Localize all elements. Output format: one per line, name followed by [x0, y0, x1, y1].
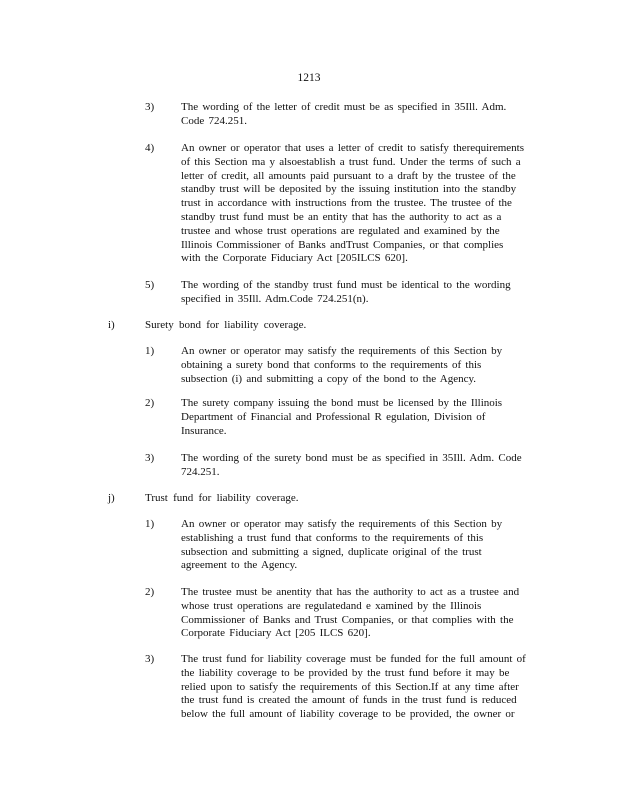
- paragraph-line: The trust fund for liability coverage must be funded for the full amount of: [181, 653, 526, 665]
- paragraph-line: subsection and submitting a signed, duplicate original of the trust: [181, 545, 482, 558]
- item-paragraph: [181, 397, 537, 438]
- item-paragraph: [181, 101, 537, 129]
- item-marker: 1): [145, 518, 155, 530]
- paragraph-line: Department of Financial and Professional R egulation, Division of: [181, 410, 486, 423]
- item-paragraph: [181, 653, 537, 722]
- paragraph-line: The wording of the standby trust fund must be identical to the wording: [181, 279, 511, 291]
- page-number: 1213: [297, 72, 321, 84]
- paragraph-line: Commissioner of Banks and Trust Companies, or that complies with the: [181, 613, 514, 626]
- paragraph-line: Illinois Commissioner of Banks andTrust Companies, or that complies: [181, 238, 504, 251]
- item-paragraph: [181, 279, 537, 307]
- paragraph-line: specified in 35Ill. Adm.Code 724.251(n).: [181, 292, 369, 305]
- paragraph-line: agreement to the Agency.: [181, 559, 298, 572]
- paragraph-line: Code 724.251.: [181, 114, 247, 127]
- paragraph-line: An owner or operator that uses a letter of credit to satisfy therequirements: [181, 142, 524, 154]
- item-paragraph: [181, 518, 537, 573]
- paragraph-line: The wording of the letter of credit must be as specified in 35Ill. Adm.: [181, 101, 507, 113]
- paragraph-line: of this Section ma y alsoestablish a trust fund. Under the terms of such a: [181, 155, 521, 168]
- paragraph-line: The wording of the surety bond must be as specified in 35Ill. Adm. Code: [181, 452, 522, 464]
- item-marker: 5): [145, 279, 155, 291]
- item-marker: 2): [145, 586, 155, 598]
- section-marker: j): [108, 492, 115, 504]
- item-paragraph: [181, 452, 537, 480]
- paragraph-line: subsection (i) and submitting a copy of the bond to the Agency.: [181, 372, 477, 385]
- item-marker: 1): [145, 345, 155, 357]
- section-heading: Surety bond for liability coverage.: [145, 319, 307, 331]
- paragraph-line: Insurance.: [181, 424, 227, 437]
- paragraph-line: An owner or operator may satisfy the requirements of this Section by: [181, 518, 503, 530]
- paragraph-line: establishing a trust fund that conforms to the requirements of this: [181, 531, 484, 544]
- item-paragraph: [181, 586, 537, 641]
- paragraph-line: An owner or operator may satisfy the requirements of this Section by: [181, 345, 503, 357]
- paragraph-line: standby trust fund must be an entity that has the authority to act as a: [181, 210, 502, 223]
- paragraph-line: The surety company issuing the bond must be licensed by the Illinois: [181, 397, 503, 409]
- item-marker: 3): [145, 101, 155, 113]
- item-paragraph: [181, 142, 537, 266]
- item-paragraph: [181, 345, 537, 386]
- paragraph-line: with the Corporate Fiduciary Act [205ILCS 620].: [181, 252, 408, 265]
- paragraph-line: trustee and whose trust operations are regulated and examined by the: [181, 224, 500, 237]
- item-marker: 4): [145, 142, 155, 154]
- paragraph-line: 724.251.: [181, 465, 220, 478]
- paragraph-line: The trustee must be anentity that has the authority to act as a trustee and: [181, 586, 520, 598]
- paragraph-line: Corporate Fiduciary Act [205 ILCS 620].: [181, 627, 371, 640]
- paragraph-line: the trust fund is created the amount of funds in the trust fund is reduced: [181, 694, 517, 707]
- paragraph-line: below the full amount of liability coverage to be provided, the owner or: [181, 708, 515, 721]
- section-marker: i): [108, 319, 115, 331]
- item-marker: 3): [145, 452, 155, 464]
- paragraph-line: standby trust will be deposited by the issuing institution into the standby: [181, 183, 517, 196]
- paragraph-line: relied upon to satisfy the requirements of this Section.If at any time after: [181, 680, 519, 693]
- item-marker: 3): [145, 653, 155, 665]
- section-heading: Trust fund for liability coverage.: [145, 492, 299, 504]
- item-marker: 2): [145, 397, 155, 409]
- paragraph-line: letter of credit, all amounts paid pursuant to a draft by the trustee of the: [181, 169, 516, 182]
- paragraph-line: the liability coverage to be provided by the trust fund before it may be: [181, 666, 510, 679]
- paragraph-line: trust in accordance with instructions from the trustee. The trustee of the: [181, 197, 512, 210]
- paragraph-line: obtaining a surety bond that conforms to the requirements of this: [181, 358, 482, 371]
- paragraph-line: whose trust operations are regulatedand e xamined by the Illinois: [181, 599, 482, 612]
